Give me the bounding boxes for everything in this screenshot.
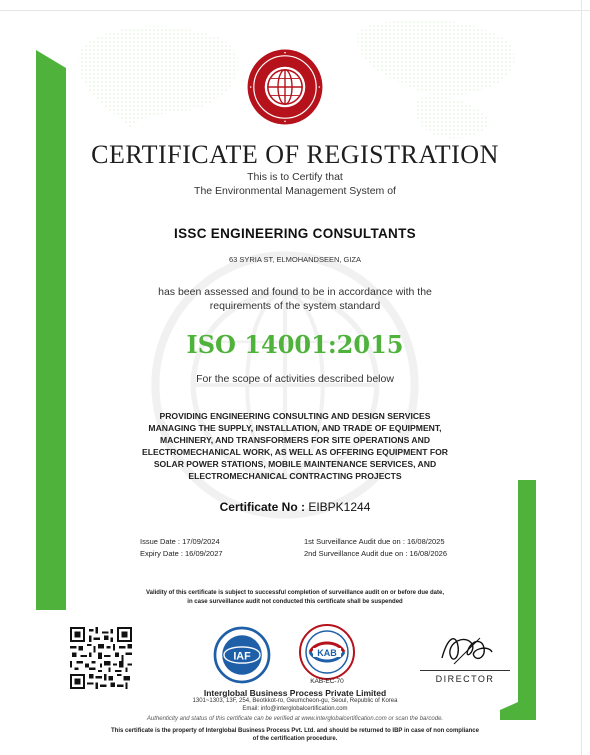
director-signature-icon bbox=[434, 628, 496, 670]
iso-standard: ISO 14001:2015 bbox=[186, 330, 404, 359]
second-surveillance-date: 2nd Surveillance Audit due on : 16/08/2026 bbox=[304, 549, 448, 558]
svg-text:IAF: IAF bbox=[233, 650, 251, 663]
property-line-2: of the certification procedure. bbox=[252, 736, 338, 742]
scope-line: MACHINERY, AND TRANSFORMERS FOR SITE OPERATIONS AND bbox=[159, 435, 431, 445]
kab-accreditation-code: KAB-EC-70 bbox=[310, 678, 344, 685]
expiry-date: Expiry Date : 16/09/2027 bbox=[140, 549, 223, 558]
svg-text:KAB: KAB bbox=[317, 648, 337, 658]
validity-line-1: Validity of this certificate is subject to successful completion of surveillance audit on or before due date, bbox=[145, 590, 445, 596]
authenticity-note: Authenticity and status of this certificate can be verified at www.interglobalcertification.com or scan the barcode. bbox=[146, 716, 444, 722]
intro-line-2: The Environmental Management System of bbox=[194, 185, 396, 197]
certificate-number bbox=[0, 500, 590, 514]
scope-line: PROVIDING ENGINEERING CONSULTING AND DESIGN SERVICES bbox=[159, 411, 431, 421]
qr-code-icon[interactable] bbox=[70, 627, 132, 689]
issuer-email: Email: info@interglobalcertification.com bbox=[242, 706, 348, 712]
company-address: 63 SYRIA ST, ELMOHANDSEEN, GIZA bbox=[228, 255, 362, 264]
iaf-logo-icon bbox=[206, 626, 278, 684]
issuer-address: 1301~1303, 13F, 254, Beotkkot-ro, Geumcheon-gu, Seoul, Republic of Korea bbox=[192, 698, 398, 704]
assessment-line-2: requirements of the system standard bbox=[209, 300, 381, 312]
signature-line bbox=[420, 670, 510, 671]
scope-intro: For the scope of activities described below bbox=[196, 373, 394, 385]
issuer-company-name: Interglobal Business Process Private Limited bbox=[203, 688, 387, 698]
kab-logo-icon bbox=[292, 622, 362, 686]
issue-date: Issue Date : 17/09/2024 bbox=[140, 537, 220, 546]
company-name: ISSC ENGINEERING CONSULTANTS bbox=[174, 226, 416, 241]
property-line-1: This certificate is the property of Interglobal Business Process Pvt. Ltd. and should be returned to IBP in case of non compliance bbox=[111, 728, 479, 734]
validity-line-2: in case surveillance audit not conducted this certificate shall be suspended bbox=[187, 599, 403, 605]
validity-note bbox=[0, 589, 590, 607]
scope-line: ELECTROMECHANICAL CONTRACTING PROJECTS bbox=[188, 471, 402, 481]
scope-line: ELECTROMECHANICAL WORK, AS WELL AS OFFERING EQUIPMENT FOR bbox=[141, 447, 449, 457]
assessment-line-1: has been assessed and found to be in accordance with the bbox=[158, 286, 432, 298]
scope-of-activities bbox=[0, 410, 590, 482]
property-note bbox=[0, 727, 590, 743]
certificate-number-label: Certificate No : bbox=[219, 500, 305, 514]
certificate-number-value: EIBPK1244 bbox=[308, 500, 371, 514]
intro-line-1: This is to Certify that bbox=[247, 171, 343, 183]
scope-line: SOLAR POWER STATIONS, MOBILE MAINTENANCE SERVICES, AND bbox=[153, 459, 437, 469]
first-surveillance-date: 1st Surveillance Audit due on : 16/08/2025 bbox=[304, 537, 445, 546]
certificate-title: CERTIFICATE OF REGISTRATION bbox=[91, 140, 499, 169]
scope-line: MANAGING THE SUPPLY, INSTALLATION, AND TRADE OF EQUIPMENT, bbox=[148, 423, 442, 433]
red-globe-seal-icon bbox=[246, 48, 324, 126]
director-label: DIRECTOR bbox=[435, 674, 495, 684]
